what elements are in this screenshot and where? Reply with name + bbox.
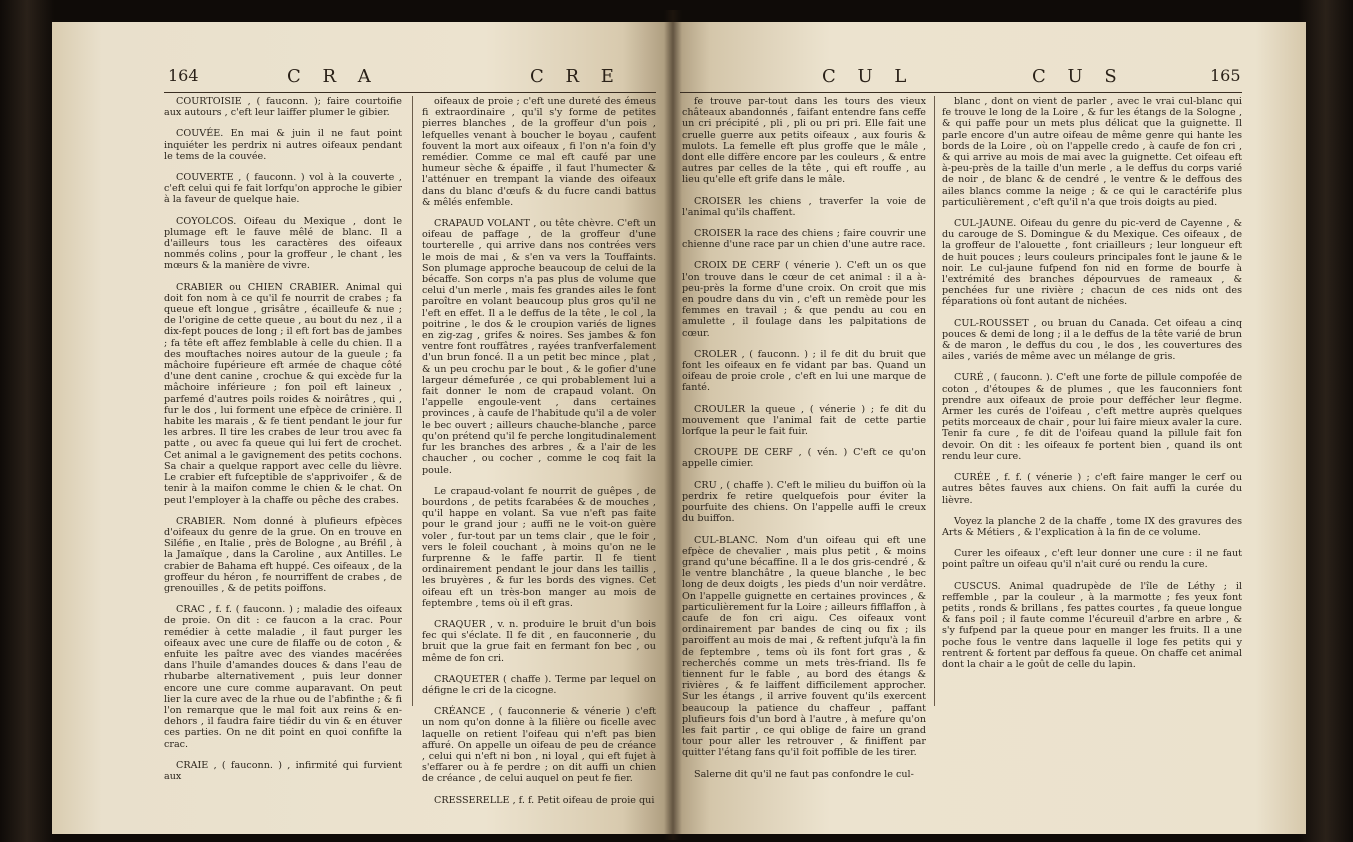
entry-paragraph: CRAIE , ( fauconn. ) , infirmité qui furvient aux xyxy=(164,759,402,782)
entry-paragraph: Salerne dit qu'il ne faut pas confondre le cul- xyxy=(694,768,914,780)
entry-paragraph: CRU , ( chaffe ). C'eft le milieu du buiffon où la perdrix fe retire quelquefois pour éviter la pourfuite des chiens. On l'appelle auffi le creux du buiffon. xyxy=(682,479,926,525)
running-head-left: C R A xyxy=(287,66,379,87)
entry-paragraph: CRABIER ou CHIEN CRABIER. Animal qui doit fon nom à ce qu'il fe nourrit de crabes ; fa queue eft longue , grisâtre , écailleufe & nue ; de l'origine de cette queue , au bout du nez , il a dix-fept pouces de long ; il eft fort bas de jambes ; fa tête eft affez femblable à celle du chien. Il a des mouftaches noires autour de la gueule ; fa mâchoire fupérieure eft armée de chaque côté d'une dent canine , crochue & qui excède fur la mâchoire inférieure ; fon poil eft laineux , parfemé d'autres poils roides & noirâtres , qui , fur le dos , lui forment une efpèce de crinière. Il habite les marais , & fe tient pendant le jour fur les arbres. Il tire les crabes de leur trou avec fa patte , ou avec fa queue qui lui fert de crochet. Cet animal a le gavignement des petits cochons. Sa chair a quelque rapport avec celle du lièvre. Le crabier eft fufceptible de s'apprivoifer , & de tenir à la maifon comme le chien & le chat. On peut l'employer à la chaffe ou pêche des crabes. xyxy=(164,281,402,506)
entry-paragraph: CROISER les chiens , traverfer la voie de l'animal qu'ils chaffent. xyxy=(682,195,926,218)
entry-paragraph: CRAQUETER ( chaffe ). Terme par lequel on défigne le cri de la cicogne. xyxy=(422,673,656,696)
entry-paragraph: CRAPAUD VOLANT , ou tête chèvre. C'eft un oifeau de paffage , de la groffeur d'une tourterelle , qui arrive dans nos contrées vers le mois de mai , & s'en va vers la Touffaints. Son plumage approche beaucoup de celui de la bécaffe. Son corps n'a pas plus de volume que celui d'un merle , mais fes grandes ailes le font paroître en volant beaucoup plus gros qu'il ne l'eft en effet. Il a le deffus de la tête , le col , la poitrine , le dos & le croupion variés de lignes en zig-zag , grifes & noires. Ses jambes & fon ventre font rouffâtres , rayées tranfverfalement d'un brun foncé. Il a un petit bec mince , plat , & un peu crochu par le bout , & le gofier d'une largeur démefurée , ce qui probablement lui a fait donner le nom de crapaud volant. On l'appelle engoule-vent , dans certaines provinces , à caufe de l'habitude qu'il a de voler le bec ouvert ; ailleurs chauche-blanche , parce qu'on prétend qu'il fe perche longitudinalement fur les branches des arbres , & a l'air de les chaucher , ou cocher , comme le coq fait la poule. xyxy=(422,218,656,476)
entry-paragraph: CRABIER. Nom donné à plufieurs efpèces d'oifeaux du genre de la grue. On en trouve en Siléfie , en Italie , près de Bologne , au Bréfil , à la Jamaïque , dans la Caroline , aux Antilles. Le crabier de Bahama eft huppé. Ces oifeaux , de la groffeur du héron , fe nourriffent de crabes , de grenouilles , & de petits poiffons. xyxy=(164,515,402,594)
entry-paragraph: oifeaux de proie ; c'eft une dureté des émeus fi extraordinaire , qu'il s'y forme de petites pierres blanches , de la groffeur d'un pois , lefquelles venant à boucher le boyau , caufent fouvent la mort aux oifeaux , fi l'on n'a foin d'y remédier. Comme ce mal eft caufé par une humeur sèche & épaiffe , il faut l'humecter & l'atténuer en trempant la viande des oifeaux dans du blanc d'œufs & du fucre candi battus & mêlés enfemble. xyxy=(422,96,656,208)
text-column-1 xyxy=(164,96,402,792)
entry-paragraph: CUL-ROUSSET , ou bruan du Canada. Cet oifeau a cinq pouces & demi de long ; il a le deffus de la tête varié de brun & de maron , le deffus du cou , le dos , les couvertures des ailes , variés de même avec un mélange de gris. xyxy=(942,317,1242,363)
text-column-2 xyxy=(942,96,1242,680)
header-rule xyxy=(164,92,656,93)
entry-paragraph: CURÉ , ( fauconn. ). C'eft une forte de pillule compofée de coton , d'étoupes & de plumes , que les fauconniers font prendre aux oifeaux de proie pour deffécher leur flegme. Armer les curés de l'oifeau , c'eft mettre auprès quelques petits morceaux de chair , pour lui faire mieux avaler la cure. Tenir fa cure , fe dit de l'oifeau quand la pillule fait fon devoir. On dit : les oifeaux fe portent bien , quand ils ont rendu leur cure. xyxy=(942,372,1242,462)
text-column-2 xyxy=(422,96,656,816)
entry-paragraph: Voyez la planche 2 de la chaffe , tome IX des gravures des Arts & Métiers , & l'explication à la fin de ce volume. xyxy=(942,515,1242,538)
entry-paragraph: CRAC , f. f. ( fauconn. ) ; maladie des oifeaux de proie. On dit : ce faucon a la crac. Pour remédier à cette maladie , il faut purger les oifeaux avec une cure de filaffe ou de coton , & enfuite les paître avec des viandes macérées dans l'huile d'amandes douces & dans l'eau de rhubarbe alternativement , puis leur donner encore une cure comme auparavant. On peut lier la cure avec de la rhue ou de l'abfinthe ; & fi l'on remarque que le mal foit aux reins & en-dehors , il faudra faire tiédir du vin & en étuver ces parties. On ne dit point en quoi confifte la crac. xyxy=(164,604,402,750)
entry-paragraph: Le crapaud-volant fe nourrit de guêpes , de bourdons , de petits fcarabées & de mouches , qu'il happe en volant. Sa vue n'eft pas faite pour le grand jour ; auffi ne le voit-on guère voler , fur-tout par un tems clair , que le foir , vers le foleil couchant , à moins qu'on ne le furprenne & le faffe partir. Il fe tient ordinairement pendant le jour dans les taillis , les bruyères , & fur les bords des vignes. Cet oifeau eft un très-bon manger au mois de feptembre , tems où il eft gras. xyxy=(422,485,656,609)
header-rule xyxy=(680,92,1242,93)
entry-paragraph: CROISER la race des chiens ; faire couvrir une chienne d'une race par un chien d'une autre race. xyxy=(682,228,926,251)
entry-paragraph: blanc , dont on vient de parler , avec le vrai cul-blanc qui fe trouve le long de la Loire , & fur les étangs de la Sologne , & qui paffe pour un mets plus délicat que la guignette. Il parle encore d'un autre oifeau de même genre qui hante les bords de la Loire , où on l'appelle credo , à caufe de fon cri , & qui arrive au mois de mai avec la guignette. Cet oifeau eft à-peu-près de la taille d'un merle , a le deffus du corps varié de noir , de blanc & de cendré , le ventre & le deffous des ailes blancs comme la neige ; & ce qui le caractérife plus particulièrement , c'eft qu'il n'a que trois doigts au pied. xyxy=(942,96,1242,208)
page-number: 165 xyxy=(1210,66,1241,85)
entry-paragraph: CROLER , ( fauconn. ) ; il fe dit du bruit que font les oifeaux en fe vidant par bas. Quand un oifeau de proie crole , c'eft en lui une marque de fanté. xyxy=(682,348,926,394)
entry-paragraph: CURÉE , f. f. ( vénerie ) ; c'eft faire manger le cerf ou autres bêtes fauves aux chiens. On fait auffi la curée du lièvre. xyxy=(942,472,1242,506)
entry-paragraph: CRAQUER , v. n. produire le bruit d'un bois fec qui s'éclate. Il fe dit , en fauconnerie , du bruit que la grue fait en fermant fon bec , ou même de fon cri. xyxy=(422,618,656,664)
running-head-right: C U S xyxy=(1032,66,1125,87)
entry-paragraph: COURTOISIE , ( fauconn. ); faire courtoifie aux autours , c'eft leur laiffer plumer le gibier. xyxy=(164,96,402,119)
book-gutter xyxy=(664,10,682,840)
page-number: 164 xyxy=(168,66,199,85)
entry-paragraph: CRESSERELLE , f. f. Petit oifeau de proie qui xyxy=(434,794,655,806)
column-divider xyxy=(934,96,935,706)
entry-paragraph: COUVÉE. En mai & juin il ne faut point inquiéter les perdrix ni autres oifeaux pendant le tems de la couvée. xyxy=(164,128,402,162)
text-column-1 xyxy=(682,96,926,790)
entry-paragraph: CUL-JAUNE. Oifeau du genre du pic-verd de Cayenne , & du carouge de S. Domingue & du Mexique. Ces oifeaux , de la groffeur de l'alouette , font criailleurs ; leur longueur eft de huit pouces ; leurs couleurs principales font le jaune & le noir. Le cul-jaune fufpend fon nid en forme de bourfe à l'extrémité des branches dépourvues de rameaux , & penchées fur une rivière ; chacun de ces nids ont des féparations où font autant de nichées. xyxy=(942,218,1242,308)
entry-paragraph: COUVERTE , ( fauconn. ) vol à la couverte , c'eft celui qui fe fait lorfqu'on approche le gibier à la faveur de quelque haie. xyxy=(164,172,402,206)
entry-paragraph: CUSCUS. Animal quadrupède de l'île de Léthy ; il reffemble , par la couleur , à la marmotte ; fes yeux font petits , ronds & brillans , fes pattes courtes , fa queue longue & fans poil ; il faute comme l'écureuil d'arbre en arbre , & s'y fufpend par la queue pour en manger les fruits. Il a une poche fous le ventre dans laquelle il loge fes petits qui y rentrent & fortent par deffous fa queue. On chaffe cet animal dont la chair a le goût de celle du lapin. xyxy=(942,580,1242,670)
entry-paragraph: CUL-BLANC. Nom d'un oifeau qui eft une efpèce de chevalier , mais plus petit , & moins grand qu'une bécaffine. Il a le dos gris-cendré , & le ventre blanchâtre , la queue blanche , le bec long de deux doigts , les pieds d'un noir verdâtre. On l'appelle guignette en certaines provinces , & particulièrement fur la Loire ; ailleurs fifflaffon , à caufe de fon cri aigu. Ces oifeaux vont ordinairement par bandes de cinq ou fix ; ils paroiffent au mois de mai , & reftent jufqu'à la fin de feptembre , tems où ils font fort gras , & recherchés comme un mets très-friand. Ils fe tiennent fur le fable , au bord des étangs & rivières , & fe laiffent difficilement approcher. Sur les étangs , il arrive fouvent qu'ils exercent beaucoup la patience du chaffeur , paffant plufieurs fois d'un bord à l'autre , à mefure qu'on les fait partir , ce qui oblige de faire un grand tour pour aller les retrouver , & finiffent par quitter l'étang fans qu'il foit poffible de les tirer. xyxy=(682,534,926,759)
entry-paragraph: CRÉANCE , ( fauconnerie & vénerie ) c'eft un nom qu'on donne à la filière ou ficelle avec laquelle on retient l'oifeau qui n'eft pas bien affuré. On appelle un oifeau de peu de créance , celui qui n'eft ni bon , ni loyal , qui eft fujet à s'effarer ou à fe perdre ; on dit auffi un chien de créance , de celui auquel on peut fe fier. xyxy=(422,706,656,785)
entry-paragraph: fe trouve par-tout dans les tours des vieux châteaux abandonnés , faifant entendre fans ceffe un cri précipité , pli , pli ou pri pri. Elle fait une cruelle guerre aux petits oifeaux , aux fouris & mulots. La femelle eft plus groffe que le mâle , dont elle diffère encore par les couleurs , & entre autres par celles de la tête , qui eft rouffe , au lieu qu'elle eft grife dans le mâle. xyxy=(682,96,926,186)
entry-paragraph: CROIX DE CERF ( vénerie ). C'eft un os que l'on trouve dans le cœur de cet animal : il a à-peu-près la forme d'une croix. On croit que mis en poudre dans du vin , c'eft un remède pour les femmes en travail ; & que pendu au cou en amulette , il foulage dans les palpitations de cœur. xyxy=(682,260,926,339)
left-page xyxy=(52,22,672,834)
running-head-left: C U L xyxy=(822,66,915,87)
entry-paragraph: Curer les oifeaux , c'eft leur donner une cure : il ne faut point paître un oifeau qu'il n'ait curé ou rendu la cure. xyxy=(942,548,1242,571)
entry-paragraph: CROULER la queue , ( vénerie ) ; fe dit du mouvement que l'animal fait de cette partie lorfque la peur le fait fuir. xyxy=(682,403,926,438)
running-head-right: C R E xyxy=(530,66,622,87)
entry-paragraph: CROUPE DE CERF , ( vén. ) C'eft ce qu'on appelle cimier. xyxy=(682,447,926,470)
column-divider xyxy=(412,96,413,706)
right-page xyxy=(672,22,1306,834)
entry-paragraph: COYOLCOS. Oifeau du Mexique , dont le plumage eft le fauve mêlé de blanc. Il a d'ailleurs tous les caractères des oifeaux nommés colins , pour la groffeur , le chant , les mœurs & la manière de vivre. xyxy=(164,215,402,272)
